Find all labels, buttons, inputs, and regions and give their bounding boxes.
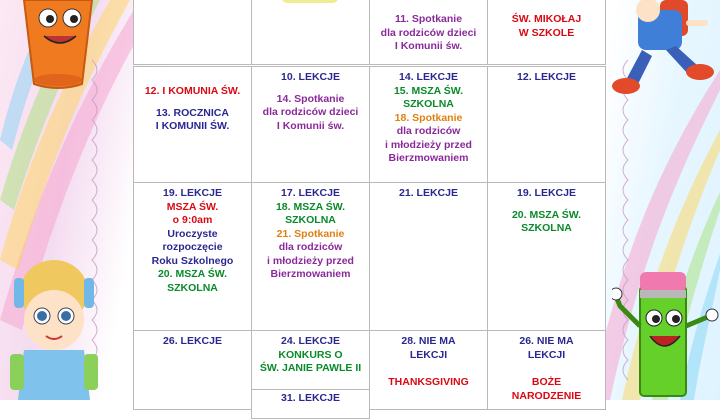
event-text-line: ŚW. JANIE PAWLE II	[259, 362, 362, 374]
calendar-grid	[133, 0, 607, 404]
event-text-line: 18. Spotkanie	[394, 111, 463, 124]
event-text-line: 26. NIE MA	[519, 335, 574, 347]
calendar-cell-r0-c3	[487, 0, 606, 65]
event-text-line: SZKOLNA	[167, 281, 218, 294]
event-text-line: 14. LEKCJE	[399, 71, 458, 83]
event-text-line: 19. LEKCJE	[517, 187, 576, 199]
event-text-line: 18. MSZA ŚW.	[275, 200, 346, 213]
event-text-line: 26. LEKCJE	[163, 335, 222, 347]
cell-content	[134, 335, 251, 349]
pencil-character-icon	[612, 266, 720, 400]
event-text-line: 17. LEKCJE	[281, 187, 340, 199]
event-text-line: dla rodziców	[278, 241, 343, 253]
line-spacer	[252, 85, 369, 93]
cell-content	[370, 13, 487, 54]
event-text-line: i młodzieży przed	[385, 138, 472, 151]
cell-content	[252, 392, 369, 406]
event-text-line: dla rodziców dzieci	[262, 106, 359, 118]
event-text-line: KONKURS O	[278, 348, 343, 361]
calendar-cell-r3-c2	[369, 330, 488, 410]
calendar-cell-r2-c2	[369, 182, 488, 331]
boy-with-backpack-character-icon	[608, 0, 718, 100]
calendar-cell-r1-c1	[251, 66, 370, 183]
line-spacer	[134, 99, 251, 107]
calendar-cell-r2-c3	[487, 182, 606, 331]
calendar-cell-r2-c0	[133, 182, 252, 331]
cell-content	[252, 71, 369, 133]
event-text-line: 20. MSZA ŚW.	[511, 208, 582, 221]
event-text-line: 24. LEKCJE	[281, 335, 340, 347]
event-text-line: BOŻE	[531, 376, 562, 388]
event-text-line: 21. Spotkanie	[276, 227, 345, 240]
girl-character-icon	[4, 258, 104, 400]
calendar-cell-r3-c1	[251, 330, 370, 390]
calendar-cell-r3-c0	[133, 330, 252, 410]
decorative-drawing	[282, 0, 338, 3]
event-text-line: ŚW. MIKOŁAJ	[511, 13, 582, 25]
event-text-line: 21. LEKCJE	[399, 187, 458, 199]
event-text-line: 12. LEKCJE	[517, 71, 576, 83]
cell-content	[488, 335, 605, 403]
event-text-line: W SZKOLE	[518, 26, 575, 39]
calendar-cell-r0-c2	[369, 0, 488, 65]
event-text-line: 10. LEKCJE	[281, 71, 340, 83]
event-text-line: I Komunii św.	[394, 40, 463, 52]
event-text-line: 20. MSZA ŚW.	[157, 268, 228, 280]
event-text-line: 11. Spotkanie	[394, 13, 463, 25]
cell-content	[370, 335, 487, 390]
event-text-line: SZKOLNA	[285, 214, 336, 226]
event-text-line: I KOMUNII ŚW.	[155, 120, 230, 132]
event-text-line: 13. ROCZNICA	[156, 106, 229, 119]
event-text-line: SZKOLNA	[403, 98, 454, 110]
event-text-line: o 9:0am	[172, 214, 213, 226]
event-text-line: 19. LEKCJE	[163, 187, 222, 199]
cell-content	[488, 71, 605, 85]
calendar-cell-r2-c1	[251, 182, 370, 331]
cell-content	[252, 187, 369, 282]
event-text-line: Uroczyste	[167, 227, 218, 240]
calendar-cell-r3b-c1	[251, 389, 370, 419]
calendar-cell-r0-c0	[133, 0, 252, 65]
cell-content	[370, 187, 487, 201]
line-spacer	[488, 362, 605, 376]
cell-content	[252, 335, 369, 376]
event-text-line: I Komunii św.	[276, 119, 345, 132]
event-text-line: LEKCJI	[409, 348, 448, 361]
event-text-line: dla rodziców dzieci	[380, 26, 477, 39]
event-text-line: rozpoczęcie	[162, 241, 223, 253]
event-text-line: SZKOLNA	[521, 222, 572, 234]
cell-content	[370, 71, 487, 166]
event-text-line: 28. NIE MA	[401, 335, 456, 347]
event-text-line: Roku Szkolnego	[151, 254, 234, 267]
event-text-line: Bierzmowaniem	[388, 152, 469, 164]
line-spacer	[370, 362, 487, 376]
calendar-cell-r3-c3	[487, 330, 606, 410]
cell-content	[488, 187, 605, 236]
pencil-cup-character-icon	[8, 0, 108, 95]
event-text-line: i młodzieży przed	[267, 254, 354, 267]
event-text-line: Bierzmowaniem	[270, 268, 351, 280]
cell-content	[134, 85, 251, 134]
cell-content	[488, 13, 605, 40]
event-text-line: MSZA ŚW.	[166, 200, 219, 213]
event-text-line: 12. I KOMUNIA ŚW.	[144, 85, 241, 97]
event-text-line: THANKSGIVING	[388, 376, 469, 388]
event-text-line: dla rodziców	[396, 125, 461, 137]
event-text-line: NARODZENIE	[511, 389, 582, 402]
cell-content	[134, 187, 251, 295]
calendar-cell-r1-c2	[369, 66, 488, 183]
line-spacer	[488, 201, 605, 209]
event-text-line: 14. Spotkanie	[276, 92, 345, 105]
calendar-cell-r1-c3	[487, 66, 606, 183]
event-text-line: LEKCJI	[527, 348, 566, 361]
calendar-cell-r0-c1	[251, 0, 370, 65]
calendar-cell-r1-c0	[133, 66, 252, 183]
event-text-line: 31. LEKCJE	[281, 392, 340, 404]
event-text-line: 15. MSZA ŚW.	[393, 84, 464, 97]
